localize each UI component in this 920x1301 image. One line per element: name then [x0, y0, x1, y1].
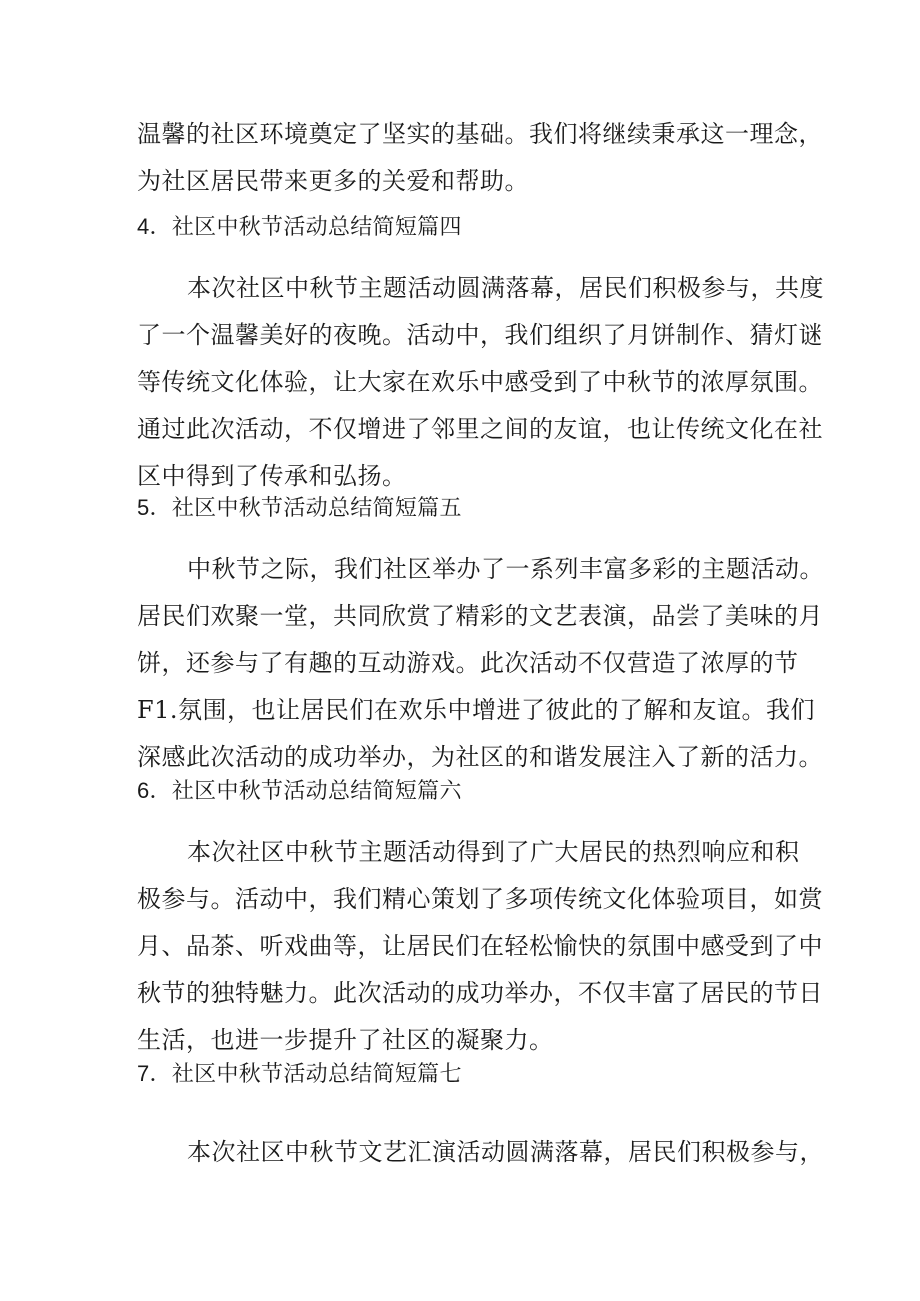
section-title: ．社区中秋节活动总结简短篇七 — [149, 1062, 462, 1087]
paragraph-line: 为社区居民带来更多的关爱和帮助。 — [137, 167, 529, 195]
section-heading-7 — [137, 1059, 462, 1090]
paragraph-line: 本次社区中秋节主题活动得到了广大居民的热烈响应和积 — [187, 838, 800, 866]
paragraph-line: 区中得到了传承和弘扬。 — [137, 462, 407, 490]
continuation-paragraph — [137, 111, 823, 205]
paragraph-line: 居民们欢聚一堂，共同欣赏了精彩的文艺表演，品尝了美味的月 — [137, 602, 823, 630]
paragraph-line: 温馨的社区环境奠定了坚实的基础。我们将继续秉承这一理念， — [137, 120, 823, 148]
paragraph-line: F1.氛围，也让居民们在欢乐中增进了彼此的了解和友谊。我们 — [137, 696, 816, 724]
section-heading-4 — [137, 212, 462, 243]
section-paragraph-4 — [137, 265, 824, 500]
section-number: 7 — [137, 1061, 150, 1086]
paragraph-line: 等传统文化体验，让大家在欢乐中感受到了中秋节的浓厚氛围。 — [137, 368, 823, 396]
section-heading-6 — [137, 776, 462, 807]
section-title: ．社区中秋节活动总结简短篇四 — [149, 215, 462, 240]
section-title: ．社区中秋节活动总结简短篇五 — [149, 496, 462, 521]
paragraph-line: 通过此次活动，不仅增进了邻里之间的友谊，也让传统文化在社 — [137, 415, 823, 443]
paragraph-line: 深感此次活动的成功举办，为社区的和谐发展注入了新的活力。 — [137, 743, 823, 771]
paragraph-line: 饼，还参与了有趣的互动游戏。此次活动不仅营造了浓厚的节 — [137, 649, 799, 677]
paragraph-line: 极参与。活动中，我们精心策划了多项传统文化体验项目，如赏 — [137, 885, 823, 913]
section-number: 4 — [137, 214, 150, 239]
paragraph-line: 本次社区中秋节主题活动圆满落幕，居民们积极参与，共度 — [187, 274, 824, 302]
section-paragraph-7 — [137, 1129, 824, 1176]
paragraph-line: 了一个温馨美好的夜晚。活动中，我们组织了月饼制作、猜灯谜 — [137, 321, 823, 349]
paragraph-line: 月、品茶、听戏曲等，让居民们在轻松愉快的氛围中感受到了中 — [137, 932, 823, 960]
section-number: 6 — [137, 778, 150, 803]
section-paragraph-6 — [137, 829, 823, 1064]
paragraph-line: 本次社区中秋节文艺汇演活动圆满落幕，居民们积极参与， — [187, 1138, 824, 1166]
section-heading-5 — [137, 493, 462, 524]
paragraph-line: 生活，也进一步提升了社区的凝聚力。 — [137, 1026, 554, 1054]
section-paragraph-5 — [137, 546, 824, 781]
section-title: ．社区中秋节活动总结简短篇六 — [149, 779, 462, 804]
paragraph-line: 秋节的独特魅力。此次活动的成功举办，不仅丰富了居民的节日 — [137, 979, 823, 1007]
paragraph-line: 中秋节之际，我们社区举办了一系列丰富多彩的主题活动。 — [187, 555, 824, 583]
section-number: 5 — [137, 495, 150, 520]
